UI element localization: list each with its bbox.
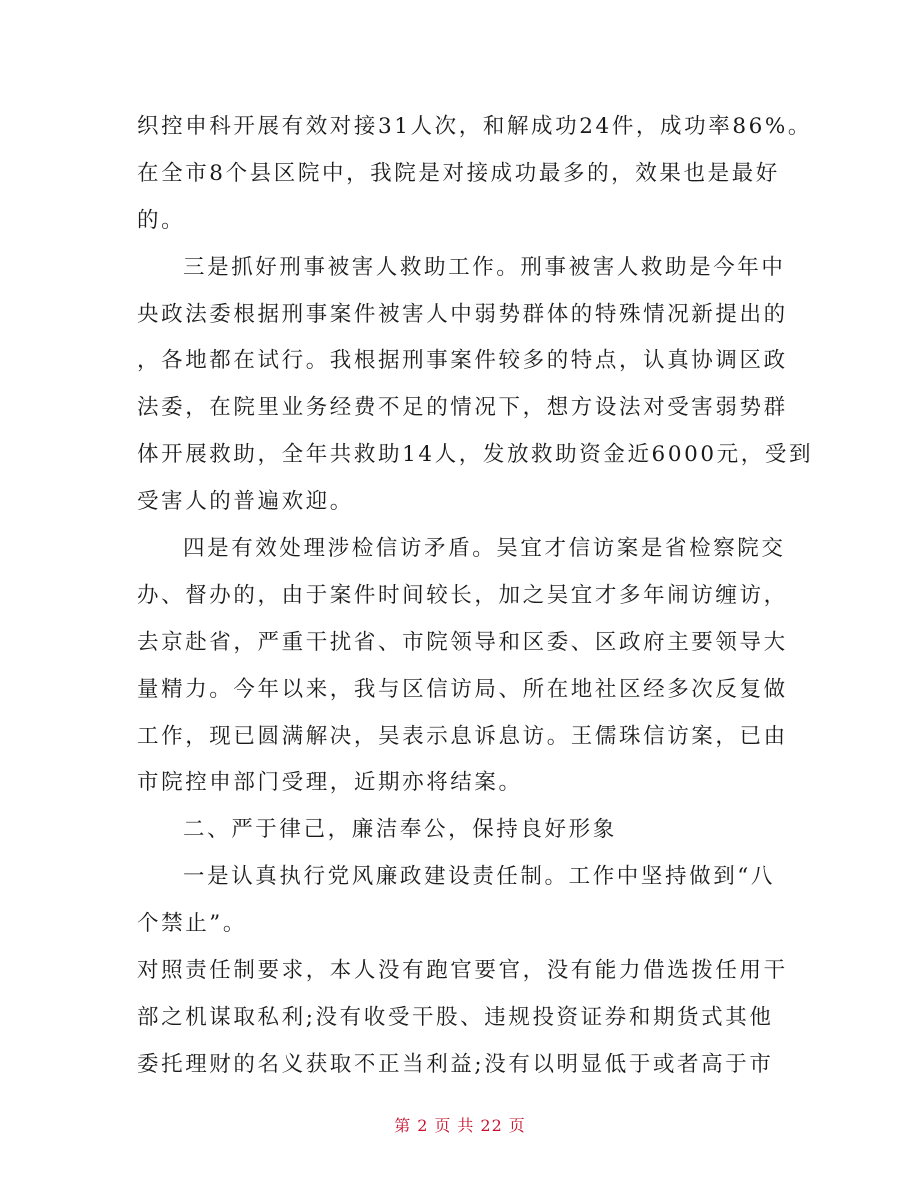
page-footer bbox=[0, 1113, 920, 1136]
text-line: 办、督办的，由于案件时间较长，加之吴宜才多年闹访缠访， bbox=[137, 582, 788, 608]
text-line: 在全市8个县区院中，我院是对接成功最多的，效果也是最好 bbox=[137, 160, 780, 186]
footer-total-label: 共 bbox=[457, 1116, 475, 1135]
section-heading: 二、严于律己，廉洁奉公，保持良好形象 bbox=[183, 817, 617, 843]
text-line: 一是认真执行党风廉政建设责任制。工作中坚持做到“八 bbox=[183, 864, 775, 890]
text-line: 委托理财的名义获取不正当利益;没有以明显低于或者高于市 bbox=[137, 1051, 774, 1077]
document-body bbox=[137, 104, 814, 1089]
footer-total-pages: 22 bbox=[480, 1116, 503, 1135]
text-line: 受害人的普遍欢迎。 bbox=[137, 489, 354, 515]
text-line: 市院控申部门受理，近期亦将结案。 bbox=[137, 770, 523, 796]
text-line: 对照责任制要求，本人没有跑官要官，没有能力借选拨任用干 bbox=[137, 958, 788, 984]
footer-suffix: 页 bbox=[508, 1116, 526, 1135]
text-line: 个禁止”。 bbox=[137, 911, 247, 937]
text-line: 量精力。今年以来，我与区信访局、所在地社区经多次反复做 bbox=[137, 676, 788, 702]
text-line: 织控申科开展有效对接31人次，和解成功24件，成功率86%。 bbox=[137, 114, 813, 139]
text-line: 去京赴省，严重干扰省、市院领导和区委、区政府主要领导大 bbox=[137, 629, 788, 655]
text-line: 四是有效处理涉检信访矛盾。吴宜才信访案是省检察院交 bbox=[183, 536, 786, 562]
text-line: 体开展救助，全年共救助14人，发放救助资金近6000元，受到 bbox=[137, 442, 814, 468]
footer-page-label: 页 bbox=[434, 1116, 452, 1135]
text-line: 部之机谋取私利;没有收受干股、违规投资证券和期货式其他 bbox=[137, 1004, 774, 1030]
text-line: 的。 bbox=[137, 207, 186, 233]
footer-page-number: 2 bbox=[417, 1116, 429, 1135]
text-line: 三是抓好刑事被害人救助工作。刑事被害人救助是今年中 bbox=[183, 254, 786, 280]
text-line: 法委，在院里业务经费不足的情况下，想方设法对受害弱势群 bbox=[137, 395, 788, 421]
text-line: 央政法委根据刑事案件被害人中弱势群体的特殊情况新提出的 bbox=[137, 301, 788, 327]
text-line: 工作，现已圆满解决，吴表示息诉息访。王儒珠信访案，已由 bbox=[137, 723, 788, 749]
footer-prefix: 第 bbox=[394, 1116, 412, 1135]
text-line: ，各地都在试行。我根据刑事案件较多的特点，认真协调区政 bbox=[137, 348, 788, 374]
